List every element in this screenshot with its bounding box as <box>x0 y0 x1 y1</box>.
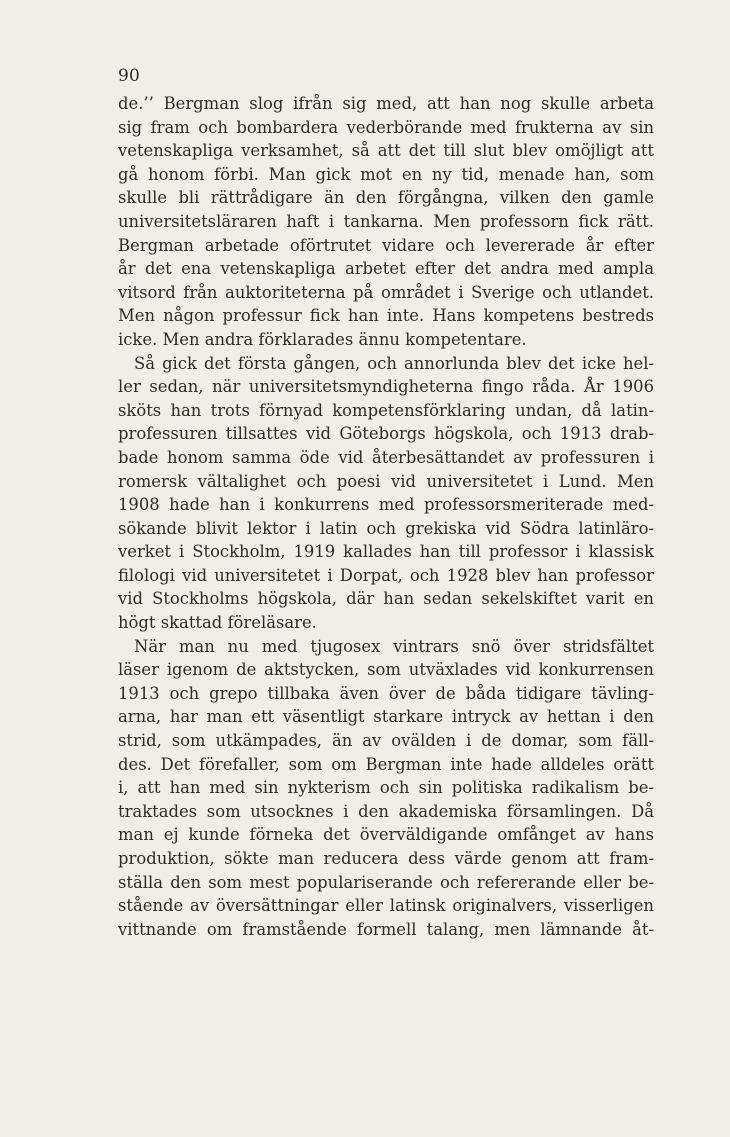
text-line: Så gick det första gången, och annorlunda blev det icke hel- <box>134 353 654 373</box>
text-line: icke. Men andra förklarades ännu kompetentare. <box>118 329 527 349</box>
text-line: sig fram och bombardera vederbörande med frukterna av sin <box>118 117 654 137</box>
text-line: vittnande om framstående formell talang, men lämnande åt- <box>118 919 654 939</box>
text-line: Men någon professur fick han inte. Hans kompetens bestreds <box>118 306 654 326</box>
text-line: sökande blivit lektor i latin och grekiska vid Södra latinläro- <box>118 518 654 538</box>
text-line: ställa den som mest populariserande och refererande eller be- <box>118 872 654 892</box>
text-line: läser igenom de aktstycken, som utväxlades vid konkurrensen <box>118 660 654 680</box>
text-line: arna, har man ett väsentligt starkare intryck av hettan i den <box>118 707 654 727</box>
body-text <box>118 92 654 941</box>
text-line: vitsord från auktoriteterna på området i Sverige och utlandet. <box>118 282 654 302</box>
text-line: de.’’ Bergman slog ifrån sig med, att han nog skulle arbeta <box>118 94 654 113</box>
text-line: stående av översättningar eller latinsk originalvers, visserligen <box>118 896 654 916</box>
text-line: 1908 hade han i konkurrens med professorsmeriterade med- <box>118 495 654 515</box>
text-line: vid Stockholms högskola, där han sedan sekelskiftet varit en <box>118 589 654 609</box>
text-line: i, att han med sin nykterism och sin politiska radikalism be- <box>118 778 654 798</box>
text-line: vetenskapliga verksamhet, så att det till slut blev omöjligt att <box>118 141 654 161</box>
text-line: professuren tillsattes vid Göteborgs högskola, och 1913 drab- <box>118 424 654 444</box>
text-line: filologi vid universitetet i Dorpat, och 1928 blev han professor <box>118 565 654 585</box>
text-line: gå honom förbi. Man gick mot en ny tid, menade han, som <box>118 164 654 184</box>
text-line: man ej kunde förneka det överväldigande omfånget av hans <box>118 825 654 845</box>
text-line: produktion, sökte man reducera dess värde genom att fram- <box>118 849 654 868</box>
text-line: verket i Stockholm, 1919 kallades han till professor i klassisk <box>118 542 654 562</box>
text-line: högt skattad föreläsare. <box>118 613 317 633</box>
text-line: des. Det förefaller, som om Bergman inte hade alldeles orätt <box>118 754 654 774</box>
page-number: 90 <box>118 66 141 86</box>
text-line: universitetsläraren haft i tankarna. Men professorn fick rätt. <box>118 211 654 231</box>
text-line: ler sedan, när universitetsmyndigheterna fingo råda. År 1906 <box>118 377 654 397</box>
text-line: När man nu med tjugosex vintrars snö över stridsfältet <box>134 636 654 656</box>
text-line: år det ena vetenskapliga arbetet efter det andra med ampla <box>118 259 654 279</box>
text-line: Bergman arbetade oförtrutet vidare och levererade år efter <box>118 235 654 255</box>
text-line: romersk vältalighet och poesi vid universitetet i Lund. Men <box>118 471 654 491</box>
text-line: skulle bli rättrådigare än den förgångna, vilken den gamle <box>118 188 654 208</box>
text-line: strid, som utkämpades, än av ovälden i de domar, som fäll- <box>118 731 654 751</box>
text-line: traktades som utsocknes i den akademiska församlingen. Då <box>118 801 654 821</box>
text-line: bade honom samma öde vid återbesättandet av professuren i <box>118 447 654 467</box>
text-line: sköts han trots förnyad kompetensförklaring undan, då latin- <box>118 400 654 420</box>
text-line: 1913 och grepo tillbaka även över de båda tidigare tävling- <box>118 683 654 703</box>
